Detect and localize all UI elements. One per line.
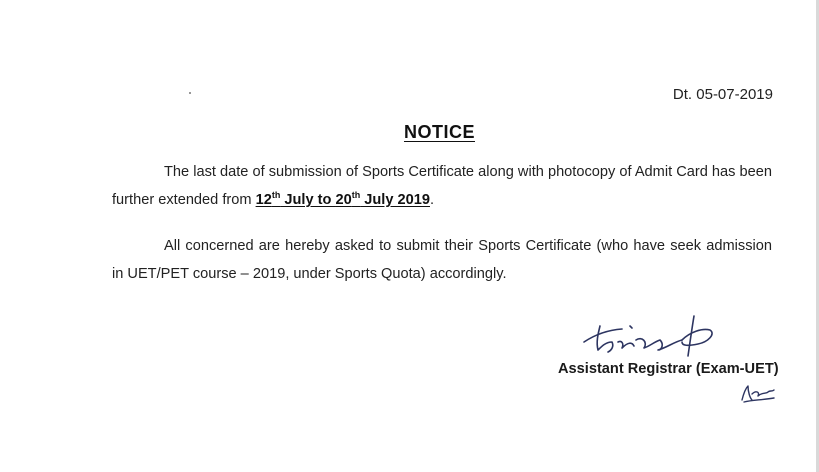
notice-paragraph-2 <box>112 232 772 288</box>
notice-paragraph-1 <box>112 158 772 214</box>
paragraph-1-text: The last date of submission of Sports Certificate along with photocopy of Admit Card has been further extended from <box>112 164 772 208</box>
notice-date: Dt. 05-07-2019 <box>672 86 773 103</box>
to-day: 20 <box>335 192 352 208</box>
to-day-suffix: th <box>351 190 361 200</box>
paragraph-1-end: . <box>429 192 435 208</box>
signatory-title: Assistant Registrar (Exam-UET) <box>558 361 779 377</box>
to-month-year: July 2019 <box>360 192 430 208</box>
extended-date-range <box>256 192 430 208</box>
initials-icon <box>738 380 778 406</box>
scan-speck <box>189 92 191 94</box>
notice-title: NOTICE <box>403 122 475 142</box>
from-month: July to <box>280 192 336 208</box>
from-day-suffix: th <box>271 190 281 200</box>
signature-icon <box>578 312 726 360</box>
from-day: 12 <box>255 192 272 208</box>
paragraph-2-text: All concerned are hereby asked to submit their Sports Certificate (who have seek admission in UET/PET course – 2019, under Sports Quota) accordingly. <box>112 238 772 282</box>
